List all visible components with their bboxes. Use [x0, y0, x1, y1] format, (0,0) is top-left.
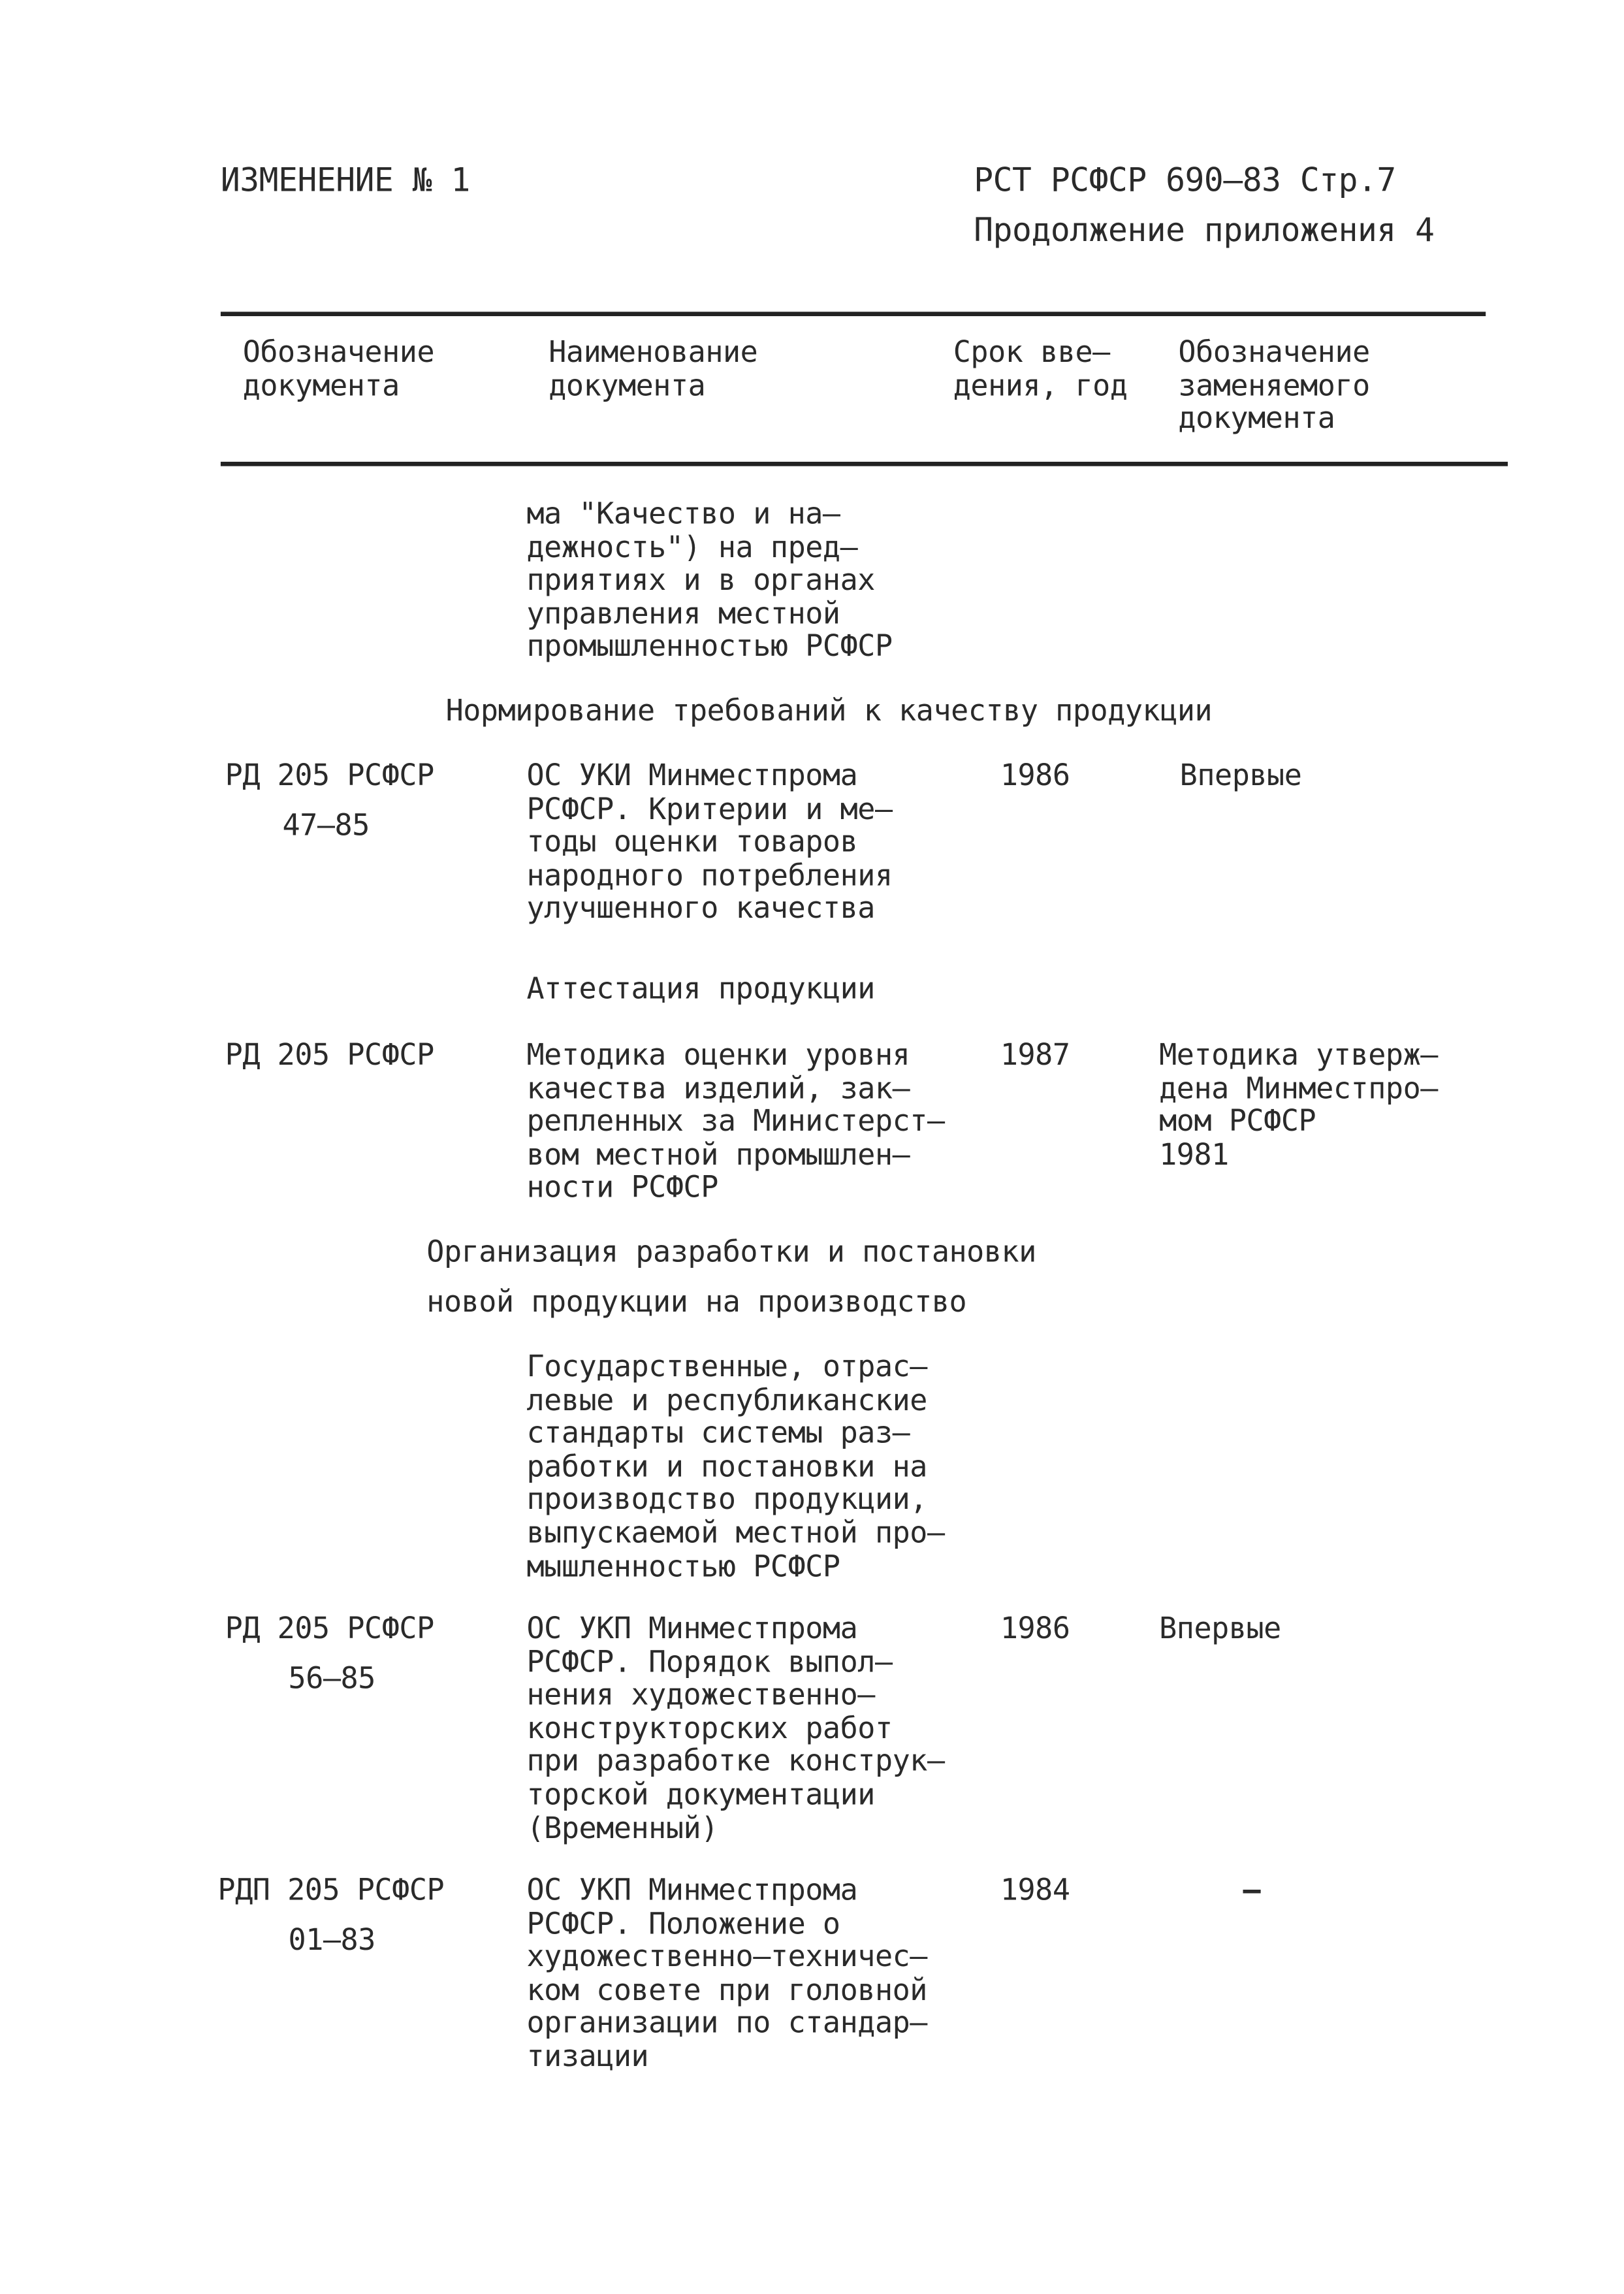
header-doc-designation: Обозначение документа [242, 334, 435, 402]
doc-name: Методика оценки уровня качества изделий, зак– репленных за Министерст– вом местной промышлен– ности РСФСР [526, 1037, 945, 1205]
doc-name: ОС УКИ Минместпрома РСФСР. Критерии и ме– тоды оценки товаров народного потребления улучшенного качества [526, 757, 893, 926]
table-top-rule [221, 312, 1486, 316]
doc-code-number: 47–85 [282, 807, 370, 843]
section-heading-cont: новой продукции на производство [426, 1284, 967, 1319]
doc-name: ОС УКП Минместпрома РСФСР. Положение о художественно–техничес– ком совете при головной организации по стандар– тизации [526, 1871, 927, 2074]
section-heading: Нормирование требований к качеству продукции [445, 692, 1213, 728]
replaced-doc: – [1243, 1871, 1261, 1907]
replaced-doc: Методика утверж– дена Минместпро– мом РСФСР 1981 [1159, 1037, 1438, 1172]
section-heading: Аттестация продукции [526, 970, 875, 1006]
continuation-text: ма "Качество и на– дежность") на пред– приятиях и в органах управления местной промышленностью РСФСР [526, 495, 893, 664]
intro-year: 1986 [1000, 757, 1070, 793]
header-replaced-doc: Обозначение заменяемого документа [1178, 334, 1370, 436]
header-intro-year: Срок вве– дения, год [953, 334, 1128, 402]
appendix-continuation: Продолжение приложения 4 [974, 213, 1435, 250]
standards-text: Государственные, отрас– левые и республиканские стандарты системы раз– работки и постановки на производство продукции, выпускаемой местной про– мышленностью РСФСР [526, 1348, 945, 1583]
intro-year: 1987 [1000, 1037, 1070, 1073]
replaced-doc: Впервые [1159, 1610, 1281, 1646]
replaced-doc: Впервые [1179, 757, 1302, 793]
intro-year: 1986 [1000, 1610, 1070, 1646]
table-header-bottom-rule [221, 462, 1508, 466]
doc-code-number: 56–85 [288, 1660, 375, 1696]
doc-code: РД 205 РСФСР [225, 1610, 434, 1646]
section-heading: Организация разработки и постановки [426, 1233, 1036, 1269]
doc-code: РД 205 РСФСР [225, 1037, 434, 1073]
doc-code: РДП 205 РСФСР [217, 1871, 445, 1907]
intro-year: 1984 [1000, 1871, 1070, 1907]
doc-name: ОС УКП Минместпрома РСФСР. Порядок выпол– нения художественно– конструкторских работ при разработке конструк– торской документации (Временный) [526, 1610, 945, 1845]
amendment-number: ИЗМЕНЕНИЕ № 1 [220, 163, 470, 201]
standard-page-ref: РСТ РСФСР 690–83 Стр.7 [974, 163, 1396, 201]
doc-code: РД 205 РСФСР [225, 757, 434, 793]
header-doc-name: Наименование документа [549, 334, 758, 402]
doc-code-number: 01–83 [288, 1922, 375, 1958]
